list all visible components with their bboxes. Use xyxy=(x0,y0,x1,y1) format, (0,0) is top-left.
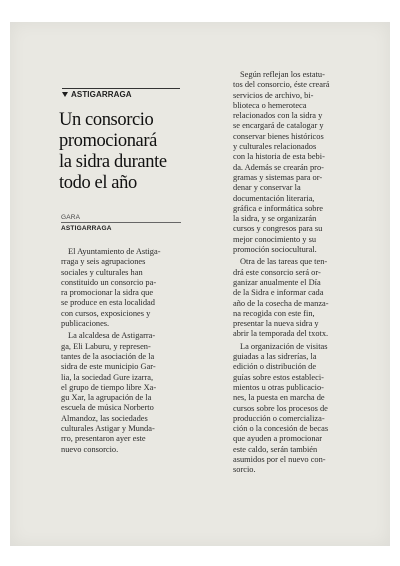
paragraph-line: gráfica e informática sobre xyxy=(233,203,323,213)
paragraph-line: drá este consorcio será or- xyxy=(233,267,321,277)
paragraph-line: guiadas a las sidrerías, la xyxy=(233,352,317,362)
paragraph-line: ga, Eli Laburu, y represen- xyxy=(61,341,151,351)
article-paragraph xyxy=(233,257,363,339)
paragraph-line: na recogida con este fin, xyxy=(233,308,315,318)
paragraph-line: Según reflejan los estatu- xyxy=(240,70,325,79)
paragraph-line: La organización de visitas xyxy=(240,341,328,351)
paragraph-line: nuevo consorcio. xyxy=(61,444,119,454)
paragraph-line: publicaciones. xyxy=(61,319,110,329)
paragraph-line: rro, presentaron ayer este xyxy=(61,434,146,444)
paragraph-line: Otra de las tareas que ten- xyxy=(240,257,328,267)
paragraph-line: presentar la nueva sidra y xyxy=(233,319,319,329)
paragraph-line: ganizar anualmente el Día xyxy=(233,277,321,287)
paragraph-line: cursos y congresos para su xyxy=(233,224,323,234)
paragraph-line: documentación literaria, xyxy=(233,193,315,203)
paragraph-line: que ayuden a promocionar xyxy=(233,434,323,444)
section-label: ASTIGARRAGA xyxy=(71,90,132,99)
paragraph-line: da. Además se crearán pro- xyxy=(233,162,324,172)
headline-line: promocionará xyxy=(59,131,157,151)
paragraph-line: se produce en esta localidad xyxy=(61,298,155,308)
paragraph-line: producción o comercializa- xyxy=(233,413,325,423)
paragraph-line: cursos sobre los procesos de xyxy=(233,403,328,413)
paragraph-line: servicios de archivo, bi- xyxy=(233,90,314,100)
paragraph-line: año de la cosecha de manza- xyxy=(233,298,329,308)
paragraph-line: La alcaldesa de Astigarra- xyxy=(68,331,156,341)
article-column-left xyxy=(61,247,181,457)
paragraph-line: relacionados con la sidra y xyxy=(233,111,323,121)
paragraph-line: Almandoz, las sociedades xyxy=(61,413,148,423)
paragraph-line: sorcio. xyxy=(233,465,256,475)
article-paragraph xyxy=(233,342,363,476)
headline xyxy=(59,110,184,194)
paragraph-line: el grupo de tiempo libre Xa- xyxy=(61,382,157,392)
triangle-down-icon xyxy=(62,92,68,97)
paragraph-line: El Ayuntamiento de Astiga- xyxy=(68,247,161,256)
paragraph-line: denar y conservar la xyxy=(233,183,301,193)
paragraph-line: este caldo, serán también xyxy=(233,444,318,454)
paragraph-line: la sidra, y se organizarán xyxy=(233,214,317,224)
paragraph-line: y culturales relacionados xyxy=(233,142,317,152)
paragraph-line: mejor conocimiento y su xyxy=(233,234,317,244)
paragraph-line: blioteca o hemeroteca xyxy=(233,100,307,110)
paragraph-line: tos del consorcio, éste creará xyxy=(233,80,330,90)
paragraph-line: nes, la puesta en marcha de xyxy=(233,393,325,403)
paragraph-line: de la Sidra e informar cada xyxy=(233,288,324,298)
paragraph-line: ra promocionar la sidra que xyxy=(61,288,154,298)
paragraph-line: abrir la temporada del txotx. xyxy=(233,329,329,339)
byline-source: GARA xyxy=(61,214,81,221)
paragraph-line: constituido un consorcio pa- xyxy=(61,277,157,287)
byline-location: ASTIGARRAGA xyxy=(61,222,181,232)
section-tag xyxy=(62,88,180,99)
article-paragraph xyxy=(233,70,363,255)
headline-line: todo el año xyxy=(59,173,137,193)
paragraph-line: ción o la concesión de becas xyxy=(233,424,329,434)
paragraph-line: edición o distribución de xyxy=(233,362,317,372)
paragraph-line: rraga y seis agrupaciones xyxy=(61,257,146,267)
paragraph-line: guías sobre estos estableci- xyxy=(233,372,324,382)
paragraph-line: gu Xar, la agrupación de la xyxy=(61,393,152,403)
paragraph-line: sidra de este municipio Gar- xyxy=(61,362,156,372)
article-paragraph xyxy=(61,247,181,329)
article-column-right xyxy=(233,70,363,478)
paragraph-line: se encargará de catalogar y xyxy=(233,121,324,131)
paragraph-line: con cursos, exposiciones y xyxy=(61,308,151,318)
paragraph-line: lia, la sociedad Gure izarra, xyxy=(61,372,154,382)
paragraph-line: promoción sociocultural. xyxy=(233,245,317,255)
paragraph-line: gramas y sistemas para or- xyxy=(233,172,323,182)
headline-line: la sidra durante xyxy=(59,152,167,172)
paragraph-line: escuela de música Norberto xyxy=(61,403,154,413)
paragraph-line: asumidos por el nuevo con- xyxy=(233,454,326,464)
headline-line: Un consorcio xyxy=(59,110,154,130)
paragraph-line: tantes de la asociación de la xyxy=(61,351,155,361)
paragraph-line: mientos u otras publicacio- xyxy=(233,382,324,392)
paragraph-line: con la historia de esta bebi- xyxy=(233,152,325,162)
paragraph-line: culturales Astigar y Munda- xyxy=(61,424,155,434)
paragraph-line: conservar bienes históricos xyxy=(233,131,324,141)
article-paragraph xyxy=(61,331,181,455)
paragraph-line: sociales y culturales han xyxy=(61,267,143,277)
